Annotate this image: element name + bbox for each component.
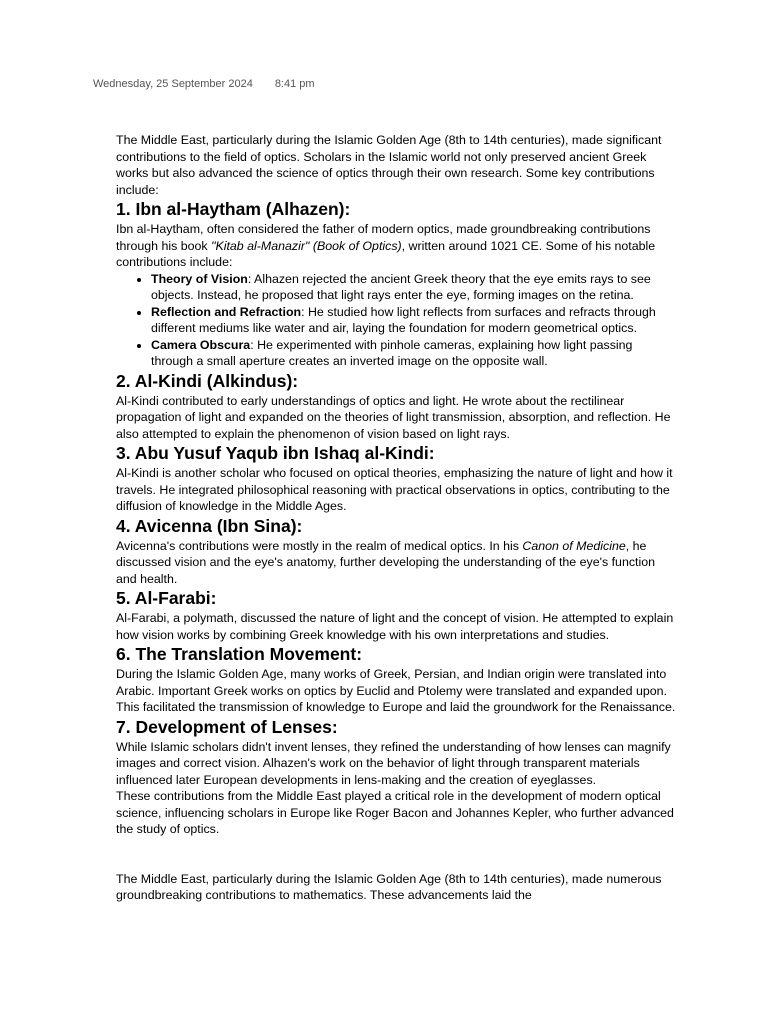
section-1-list bbox=[116, 271, 676, 370]
section-5-heading: 5. Al-Farabi: bbox=[116, 588, 217, 608]
section-7-paragraph: While Islamic scholars didn't invent lenses, they refined the understanding of how lenses can magnify images and correct vision. Alhazen's work on the behavior of light through transparent materials influenced later European developments in lens-making and the creation of eyeglasses. bbox=[116, 739, 671, 787]
list-item: • Camera Obscura: He experimented with pinhole cameras, explaining how light passing through a small aperture creates an inverted image on the opposite wall. bbox=[151, 337, 676, 370]
section-1-paragraph: Ibn al-Haytham, often considered the father of modern optics, made groundbreaking contributions through his book "Kitab al-Manazir" (Book of Optics), written around 1021 CE. Some of his notable contributions include: bbox=[116, 222, 656, 269]
section-1-heading: 1. Ibn al-Haytham (Alhazen): bbox=[116, 199, 351, 219]
section-3-paragraph: Al-Kindi is another scholar who focused on optical theories, emphasizing the nature of light and how it travels. He integrated philosophical reasoning with practical observations in optics, contributing to the diffusion of knowledge in the Middle Ages. bbox=[116, 466, 673, 513]
section-3-heading: 3. Abu Yusuf Yaqub ibn Ishaq al-Kindi: bbox=[116, 443, 435, 463]
spacer bbox=[116, 838, 676, 871]
note-timestamp bbox=[93, 78, 315, 90]
section-6-heading: 6. The Translation Movement: bbox=[116, 644, 363, 664]
note-body[interactable] bbox=[116, 132, 676, 904]
list-item: • Reflection and Refraction: He studied how light reflects from surfaces and refracts through different mediums like water and air, laying the foundation for modern geometrical optics. bbox=[151, 304, 676, 337]
intro-paragraph: The Middle East, particularly during the Islamic Golden Age (8th to 14th centuries), made significant contributions to the field of optics. Scholars in the Islamic world not only preserved ancient Greek works but also advanced the science of optics through their own research. Some key contributions include: bbox=[116, 133, 662, 197]
next-intro-paragraph: The Middle East, particularly during the Islamic Golden Age (8th to 14th centuries), made numerous groundbreaking contributions to mathematics. These advancements laid the bbox=[116, 871, 662, 902]
section-2-paragraph: Al-Kindi contributed to early understandings of optics and light. He wrote about the rectilinear propagation of light and expanded on the theories of light transmission, absorption, and reflection. He also attempted to explain the phenomenon of vision based on light rays. bbox=[116, 393, 671, 441]
section-2-heading: 2. Al-Kindi (Alkindus): bbox=[116, 370, 299, 391]
list-item: • Theory of Vision: Alhazen rejected the ancient Greek theory that the eye emits rays to see objects. Instead, he proposed that light rays enter the eye, forming images on the retina. bbox=[151, 271, 676, 304]
section-6-paragraph: During the Islamic Golden Age, many works of Greek, Persian, and Indian origin were translated into Arabic. Important Greek works on optics by Euclid and Ptolemy were translated and expanded upon. This facilitated the transmission of knowledge to Europe and laid the groundwork for the Renaissance. bbox=[116, 667, 676, 714]
note-date: Wednesday, 25 September 2024 bbox=[93, 78, 253, 90]
section-4-heading: 4. Avicenna (Ibn Sina): bbox=[116, 515, 303, 536]
conclusion-paragraph: These contributions from the Middle East played a critical role in the development of modern optical science, influencing scholars in Europe like Roger Bacon and Johannes Kepler, who further advanced the study of optics. bbox=[116, 789, 674, 836]
section-7-heading: 7. Development of Lenses: bbox=[116, 716, 338, 737]
section-5-paragraph: Al-Farabi, a polymath, discussed the nature of light and the concept of vision. He attempted to explain how vision works by combining Greek knowledge with his own interpretations and studies. bbox=[116, 611, 674, 642]
section-4-paragraph: Avicenna's contributions were mostly in the realm of medical optics. In his Canon of Medicine, he discussed vision and the eye's anatomy, further developing the understanding of the eye's function and health. bbox=[116, 538, 656, 586]
note-time: 8:41 pm bbox=[274, 78, 315, 90]
